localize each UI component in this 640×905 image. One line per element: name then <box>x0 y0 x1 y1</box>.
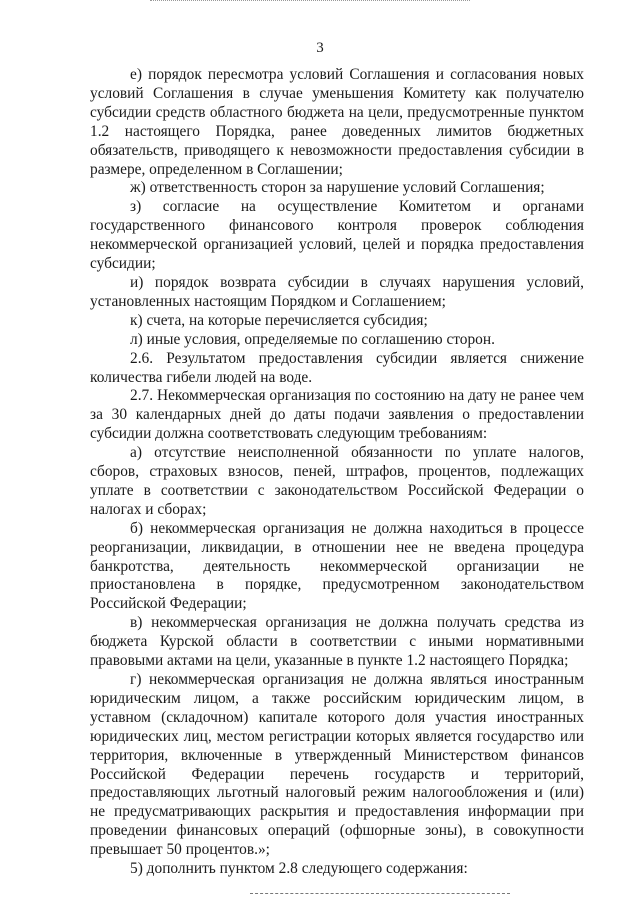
paragraph-z: з) согласие на осуществление Комитетом и органами государственного финансового контроля проверок соблюдения некоммерческой организацией условий, целей и порядка предоставления субсидии; <box>90 198 584 273</box>
paragraph-2-7: 2.7. Некоммерческая организация по состоянию на дату не ранее чем за 30 календарных дней до даты подачи заявления о предоставлении субсидии должна соответствовать следующим требованиям: <box>90 387 584 443</box>
paragraph-zh: ж) ответственность сторон за нарушение условий Соглашения; <box>130 179 545 197</box>
paragraph-i: и) порядок возврата субсидии в случаях нарушения условий, установленных настоящим Порядком и Соглашением; <box>90 273 584 310</box>
paragraph-5: 5) дополнить пунктом 2.8 следующего содержания: <box>130 860 468 878</box>
paragraph-a: а) отсутствие неисполненной обязанности по уплате налогов, сборов, страховых взносов, пеней, штрафов, процентов, подлежащих уплате в соответствии с законодательством Российской Федерации о налогах и сборах; <box>90 444 584 518</box>
paragraph-b: б) некоммерческая организация не должна находиться в процессе реорганизации, ликвидации, в отношении нее не введена процедура банкротства, деятельность некоммерческой организации не приостановлена в порядке, предусмотренном законодательством Российской Федерации; <box>90 519 584 613</box>
page-number: 3 <box>316 40 324 56</box>
paragraph-g: г) некоммерческая организация не должна являться иностранным юридическим лицом, а также российским юридическим лицом, в уставном (складочном) капитале которого доля участия иностранных юридических лиц, местом регистрации которых является государство или территория, включенные в утвержденный Министерством финансов Российской Федерации перечень государств и территорий, предоставляющих льготный налоговый режим налогообложения и (или) не предусматривающих раскрытия и предоставления информации при проведении финансовых операций (офшорные зоны), в совокупности превышает 50 процентов.»; <box>90 671 584 859</box>
paragraph-l: л) иные условия, определяемые по соглашению сторон. <box>130 330 495 348</box>
paragraph-k: к) счета, на которые перечисляется субсидия; <box>130 311 428 329</box>
document-body <box>90 66 584 879</box>
paragraph-2-6: 2.6. Результатом предоставления субсидии является снижение количества гибели людей на воде. <box>90 349 584 386</box>
scan-edge-mark-bottom <box>250 893 510 896</box>
paragraph-e: е) порядок пересмотра условий Соглашения и согласования новых условий Соглашения в случае уменьшения Комитету как получателю субсидии средств областного бюджета на цели, предусмотренные пунктом 1.2 настоящего Порядка, ранее доведенных лимитов бюджетных обязательств, приводящего к невозможности предоставления субсидии в размере, определенном в Соглашении; <box>90 66 584 178</box>
paragraph-v: в) некоммерческая организация не должна получать средства из бюджета Курской области в соответствии с иными нормативными правовыми актами на цели, указанные в пункте 1.2 настоящего Порядка; <box>90 614 584 670</box>
scan-edge-mark-top <box>150 0 470 3</box>
